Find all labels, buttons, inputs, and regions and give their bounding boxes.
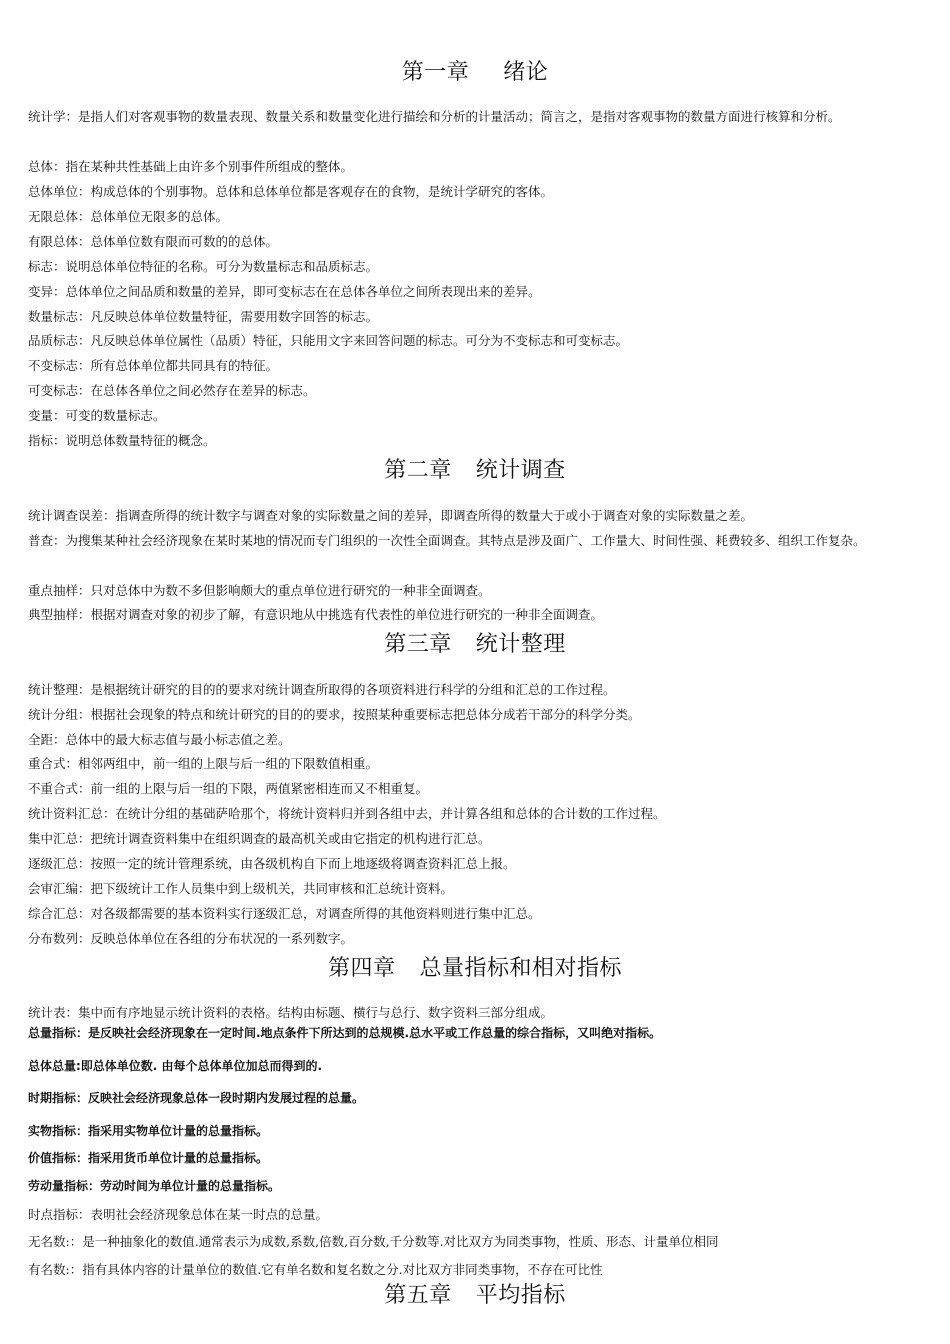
definition-entry: 不重合式：前一组的上限与后一组的下限，两值紧密相连而又不相重复。 (28, 781, 429, 796)
definition-entry: 时期指标：反映社会经济现象总体一段时期内发展过程的总量。 (28, 1091, 365, 1105)
definition-entry: 实物指标：指采用实物单位计量的总量指标。 (28, 1124, 269, 1138)
definition-entry: 有名数:：指有具体内容的计量单位的数值.它有单名数和复名数之分.对比双方非同类事物，不存在可比性 (28, 1262, 603, 1277)
chapter-title: 总量指标和相对指标 (419, 956, 623, 981)
definition-entry: 标志：说明总体单位特征的名称。可分为数量标志和品质标志。 (28, 259, 379, 274)
definition-entry: 总体单位：构成总体的个别事物。总体和总体单位都是客观存在的食物，是统计学研究的客体。 (28, 184, 554, 199)
definition-entry: 数量标志：凡反映总体单位数量特征，需要用数字回答的标志。 (28, 309, 379, 324)
chapter-5-heading (0, 1281, 950, 1311)
definition-entry: 集中汇总：把统计调查资料集中在组织调查的最高机关或由它指定的机构进行汇总。 (28, 831, 491, 846)
chapter-number: 第一章 (401, 60, 470, 85)
definition-entry: 有限总体：总体单位数有限而可数的的总体。 (28, 234, 279, 249)
definition-entry: 会审汇编：把下级统计工作人员集中到上级机关，共同审核和汇总统计资料。 (28, 881, 454, 896)
definition-entry: 统计调查误差：指调查所得的统计数字与调查对象的实际数量之间的差异，即调查所得的数量大于或小于调查对象的实际数量之差。 (28, 508, 754, 523)
chapter-1-heading (0, 58, 950, 88)
definition-entry: 逐级汇总：按照一定的统计管理系统，由各级机构自下而上地逐级将调查资料汇总上报。 (28, 856, 516, 871)
chapter-3-heading (0, 630, 950, 660)
definition-entry: 全距：总体中的最大标志值与最小标志值之差。 (28, 732, 291, 747)
definition-entry: 总体：指在某种共性基础上由许多个别事件所组成的整体。 (28, 159, 354, 174)
chapter-title: 绪论 (503, 60, 549, 85)
definition-entry: 变异：总体单位之间品质和数量的差异，即可变标志在在总体各单位之间所表现出来的差异。 (28, 284, 541, 299)
definition-entry: 总体总量:即总体单位数. 由每个总体单位加总而得到的. (28, 1059, 323, 1073)
chapter-title: 统计调查 (475, 458, 566, 483)
definition-entry: 指标：说明总体数量特征的概念。 (28, 433, 216, 448)
chapter-number: 第四章 (327, 956, 396, 981)
definition-entry: 可变标志：在总体各单位之间必然存在差异的标志。 (28, 383, 316, 398)
chapter-title: 平均指标 (475, 1283, 566, 1308)
definition-entry: 统计整理：是根据统计研究的目的的要求对统计调查所取得的各项资料进行科学的分组和汇总的工作过程。 (28, 682, 616, 697)
chapter-number: 第五章 (384, 1283, 452, 1308)
chapter-number: 第三章 (384, 632, 452, 657)
definition-entry: 劳动量指标：劳动时间为单位计量的总量指标。 (28, 1179, 281, 1193)
definition-entry: 统计表：集中而有序地显示统计资料的表格。结构由标题、横行与总行、数字资料三部分组成。 (28, 1005, 554, 1020)
definition-entry: 典型抽样：根据对调查对象的初步了解，有意识地从中挑选有代表性的单位进行研究的一种非全面调查。 (28, 607, 604, 622)
definition-entry: 普查：为搜集某种社会经济现象在某时某地的情况而专门组织的一次性全面调查。其特点是涉及面广、工作量大、时间性强、耗费较多、组织工作复杂。 (28, 533, 866, 548)
definition-entry: 总量指标：是反映社会经济现象在一定时间.地点条件下所达到的总规模.总水平或工作总量的综合指标，又叫绝对指标。 (28, 1026, 662, 1040)
definition-entry: 变量：可变的数量标志。 (28, 408, 166, 423)
definition-entry: 重点抽样：只对总体中为数不多但影响颇大的重点单位进行研究的一种非全面调查。 (28, 583, 491, 598)
definition-entry: 时点指标：表明社会经济现象总体在某一时点的总量。 (28, 1207, 329, 1222)
chapter-title: 统计整理 (475, 632, 566, 657)
definition-entry: 统计分组：根据社会现象的特点和统计研究的目的的要求，按照某种重要标志把总体分成若干部分的科学分类。 (28, 707, 641, 722)
definition-entry: 价值指标：指采用货币单位计量的总量指标。 (28, 1151, 269, 1165)
definition-entry: 无限总体：总体单位无限多的总体。 (28, 209, 229, 224)
definition-entry: 统计资料汇总：在统计分组的基础萨哈那个，将统计资料归并到各组中去，并计算各组和总体的合计数的工作过程。 (28, 806, 666, 821)
definition-entry: 不变标志：所有总体单位都共同具有的特征。 (28, 358, 279, 373)
definition-entry: 分布数列：反映总体单位在各组的分布状况的一系列数字。 (28, 931, 354, 946)
definition-entry: 重合式：相邻两组中，前一组的上限与后一组的下限数值相重。 (28, 756, 379, 771)
chapter-4-heading (0, 954, 950, 984)
chapter-number: 第二章 (384, 458, 452, 483)
definition-entry: 品质标志：凡反映总体单位属性（品质）特征，只能用文字来回答问题的标志。可分为不变标志和可变标志。 (28, 333, 629, 348)
definition-entry: 综合汇总：对各级都需要的基本资料实行逐级汇总，对调查所得的其他资料则进行集中汇总。 (28, 906, 541, 921)
chapter-2-heading (0, 456, 950, 486)
definition-entry: 统计学：是指人们对客观事物的数量表现、数量关系和数量变化进行描绘和分析的计量活动；简言之，是指对客观事物的数量方面进行核算和分析。 (28, 109, 841, 124)
definition-entry: 无名数:：是一种抽象化的数值.通常表示为成数,系数,倍数,百分数,千分数等.对比双方为同类事物，性质、形态、计量单位相同 (28, 1234, 719, 1249)
